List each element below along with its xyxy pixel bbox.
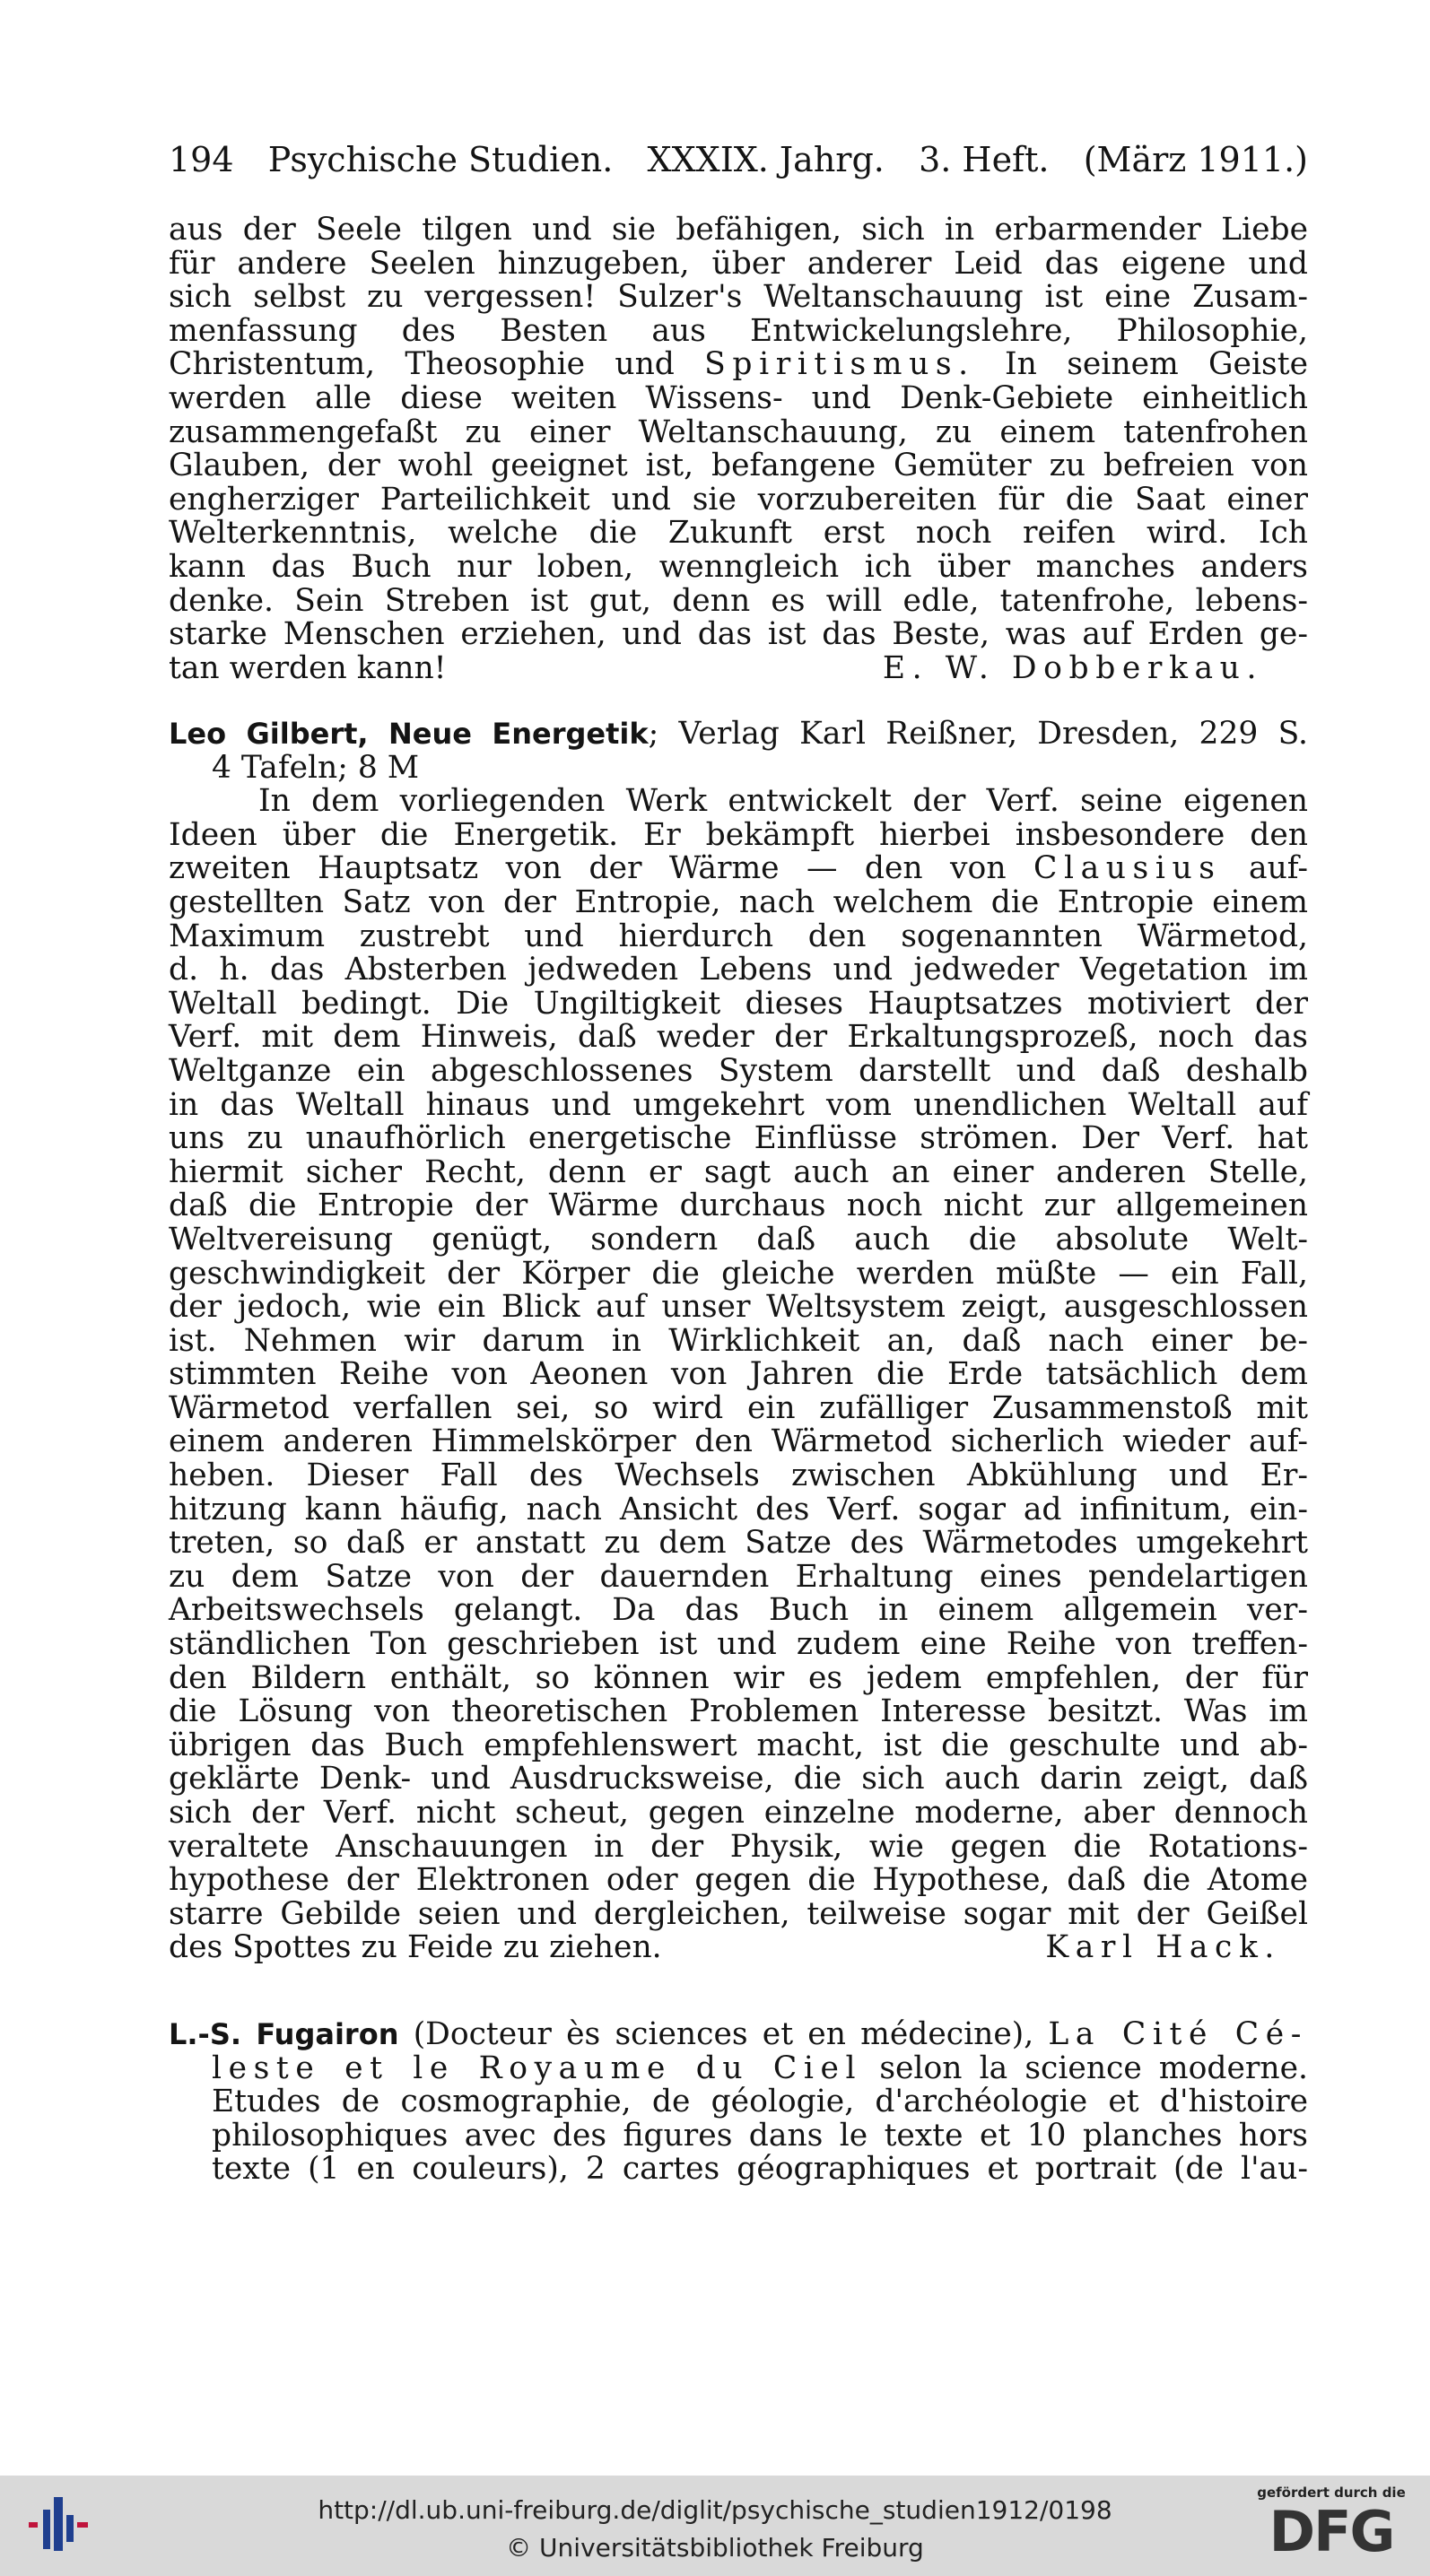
text-line: philosophiques avec des figures dans le texte et 10 planches hors	[212, 2117, 1308, 2154]
text-line: ständlichen Ton geschrieben ist und zudem eine Reihe von treffen-	[169, 1626, 1308, 1663]
text-line: Welterkenntnis, welche die Zukunft erst noch reifen wird. Ich	[169, 515, 1308, 552]
document-url[interactable]: http://dl.ub.uni-freiburg.de/diglit/psychische_studien1912/0198	[318, 2495, 1112, 2525]
author: L.-S. Fugairon	[169, 2017, 399, 2051]
text-line: leste et le Royaume du Ciel selon la science moderne.	[212, 2049, 1309, 2086]
review-heading	[169, 2018, 1308, 2052]
review-2	[169, 718, 1308, 1965]
author-title: Leo Gilbert, Neue Energetik	[169, 717, 649, 751]
issue-date: (März 1911.)	[1083, 140, 1308, 179]
text-line: einem anderen Himmelskörper den Wärmetod sicherlich wieder auf-	[169, 1423, 1308, 1460]
text-line: in das Weltall hinaus und umgekehrt vom unendlichen Weltall auf	[169, 1086, 1308, 1123]
text-line: tan werden kann!	[169, 649, 447, 686]
text-line: des Spottes zu Feide zu ziehen.	[169, 1929, 662, 1966]
text-line: engherziger Parteilichkeit und sie vorzubereiten für die Saat einer	[169, 481, 1308, 518]
text-line: Maximum zustrebt und hierdurch den sogenannten Wärmetod,	[169, 918, 1308, 954]
text-line: veraltete Anschauungen in der Physik, wie gegen die Rotations-	[169, 1828, 1308, 1865]
text-line: geklärte Denk- und Ausdrucksweise, die sich auch darin zeigt, daß	[169, 1761, 1308, 1797]
emphasis-clausius: Clausius	[1033, 850, 1222, 887]
text-line: für andere Seelen hinzugeben, über anderer Leid das eigene und	[169, 245, 1308, 282]
text-line: hypothese der Elektronen oder gegen die Hypothese, daß die Atome	[169, 1862, 1308, 1899]
text-line: gestellten Satz von der Entropie, nach welchem die Entropie einem	[169, 883, 1308, 920]
text-line: hiermit sicher Recht, denn er sagt auch an einer anderen Stelle,	[169, 1153, 1308, 1190]
issue: 3. Heft.	[919, 140, 1050, 179]
text-line: Wärmetod verfallen sei, so wird ein zufälliger Zusammenstoß mit	[169, 1389, 1308, 1426]
book-title-part-2: leste et le Royaume du Ciel	[212, 2049, 863, 2086]
dfg-wordmark: DFG	[1269, 2499, 1394, 2564]
text-line: denke. Sein Streben ist gut, denn es will edle, tatenfrohe, lebens-	[169, 582, 1308, 619]
review-heading	[169, 718, 1308, 752]
text-line: stimmten Reihe von Aeonen von Jahren die Erde tatsächlich dem	[169, 1356, 1308, 1393]
review-1-continuation	[169, 213, 1308, 685]
book-title-part-1: La Cité Cé-	[1048, 2016, 1308, 2052]
author-credentials: (Docteur ès sciences et en médecine),	[413, 2016, 1034, 2052]
text-line: texte (1 en couleurs), 2 cartes géographiques et portrait (de l'au-	[212, 2151, 1308, 2188]
text-line: die Lösung von theoretischen Problemen Interesse besitzt. Was im	[169, 1693, 1308, 1730]
text-line: der jedoch, wie ein Blick auf unser Weltsystem zeigt, ausgeschlossen	[169, 1289, 1308, 1326]
text-line: zweiten Hauptsatz von der Wärme — den von Clausius auf-	[169, 850, 1308, 887]
text-line: sich der Verf. nicht scheut, gegen einzelne moderne, aber dennoch	[169, 1795, 1308, 1831]
text-line: Weltganze ein abgeschlossenes System darstellt und daß deshalb	[169, 1052, 1308, 1089]
text-line: Etudes de cosmographie, de géologie, d'archéologie et d'histoire	[212, 2084, 1308, 2120]
text-line: starre Gebilde seien und dergleichen, teilweise sogar mit der Geißel	[169, 1895, 1308, 1932]
signature-line	[169, 1931, 1308, 1965]
text-line: hitzung kann häufig, nach Ansicht des Verf. sogar ad infinitum, ein-	[169, 1491, 1308, 1527]
text-line: starke Menschen erziehen, und das ist das Beste, was auf Erden ge-	[169, 616, 1308, 653]
text-line: Weltvereisung genügt, sondern daß auch die absolute Welt-	[169, 1221, 1308, 1258]
text-line: In dem vorliegenden Werk entwickelt der Verf. seine eigenen	[258, 783, 1308, 820]
text-line: ist. Nehmen wir darum in Wirklichkeit an, daß nach einer be-	[169, 1322, 1308, 1359]
text-line: menfassung des Besten aus Entwickelungslehre, Philosophie,	[169, 312, 1308, 349]
publisher: ; Verlag Karl Reißner, Dresden, 229 S.	[648, 716, 1308, 752]
text-line: kann das Buch nur loben, wenngleich ich über manches anders	[169, 548, 1308, 585]
text-line: sich selbst zu vergessen! Sulzer's Weltanschauung ist eine Zusam-	[169, 279, 1308, 316]
text-line: werden alle diese weiten Wissens- und Denk-Gebiete einheitlich	[169, 379, 1308, 416]
text-line: zu dem Satze von der dauernden Erhaltung eines pendelartigen	[169, 1558, 1308, 1595]
text-line: den Bildern enthält, so können wir es jedem empfehlen, der für	[169, 1659, 1308, 1696]
copyright: © Universitätsbibliothek Freiburg	[506, 2533, 924, 2563]
text-line: aus der Seele tilgen und sie befähigen, sich in erbarmender Liebe	[169, 212, 1308, 248]
dfg-logo	[1251, 2485, 1412, 2571]
reviewer-signature: E. W. Dobberkau.	[882, 649, 1263, 686]
signature-line	[169, 649, 1308, 686]
text-line: Weltall bedingt. Die Ungiltigkeit dieses Hauptsatzes motiviert der	[169, 985, 1308, 1022]
text-line: geschwindigkeit der Körper die gleiche werden müßte — ein Fall,	[169, 1255, 1308, 1292]
text-line: Christentum, Theosophie und Spiritismus. In seinem Geiste	[169, 346, 1308, 383]
text-line: Glauben, der wohl geeignet ist, befangene Gemüter zu befreien von	[169, 448, 1308, 484]
volume: XXXIX. Jahrg.	[647, 140, 885, 179]
text-line: zusammengefaßt zu einer Weltanschauung, zu einem tatenfrohen	[169, 413, 1308, 450]
text-line: heben. Dieser Fall des Wechsels zwischen Abkühlung und Er-	[169, 1458, 1308, 1494]
text-line: übrigen das Buch empfehlenswert macht, ist die geschulte und ab-	[169, 1727, 1308, 1763]
text-line: treten, so daß er anstatt zu dem Satze des Wärmetodes umgekehrt	[169, 1525, 1308, 1562]
text-line: daß die Entropie der Wärme durchaus noch nicht zur allgemeinen	[169, 1188, 1308, 1224]
dfg-caption: gefördert durch die	[1257, 2485, 1406, 2501]
text-line: d. h. das Absterben jedweden Lebens und jedweder Vegetation im	[169, 952, 1308, 988]
text-line: uns zu unaufhörlich energetische Einflüsse strömen. Der Verf. hat	[169, 1120, 1308, 1157]
text-line: Arbeitswechsels gelangt. Da das Buch in einem allgemein ver-	[169, 1592, 1308, 1629]
footer-bar	[0, 2476, 1430, 2576]
extent: 4 Tafeln; 8 M	[212, 749, 420, 786]
reviewer-signature: Karl Hack.	[1045, 1929, 1281, 1966]
review-3	[169, 2018, 1308, 2187]
running-header	[169, 135, 1308, 185]
journal-title: Psychische Studien.	[267, 140, 614, 179]
page-number: 194	[169, 140, 234, 179]
text-line: Ideen über die Energetik. Er bekämpft hierbei insbesondere den	[169, 816, 1308, 853]
text-line: Verf. mit dem Hinweis, daß weder der Erkaltungsprozeß, noch das	[169, 1019, 1308, 1056]
emphasis-spiritismus: Spiritismus.	[704, 346, 975, 383]
